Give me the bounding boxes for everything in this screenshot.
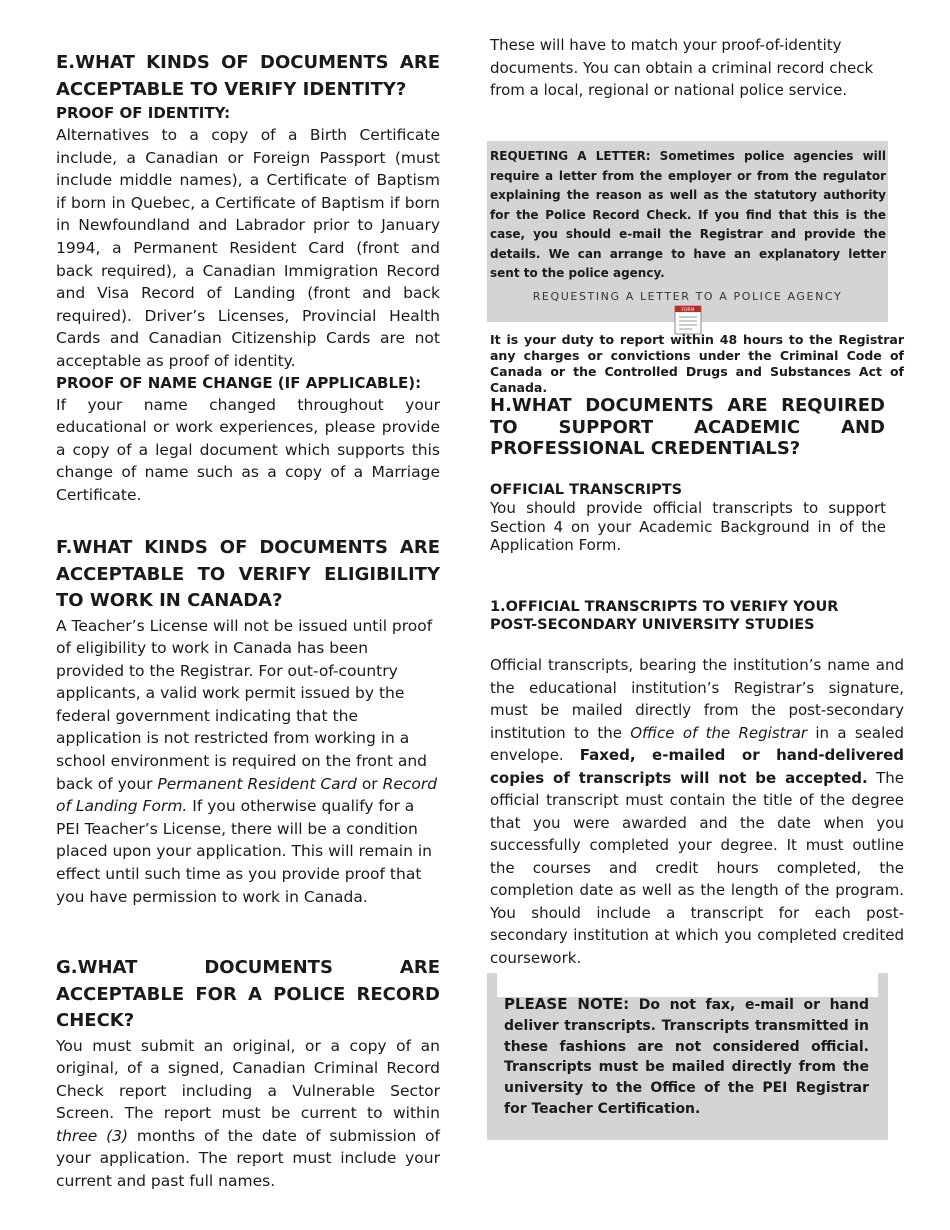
please-note-box bbox=[487, 973, 888, 1140]
section-g bbox=[56, 955, 440, 1193]
section-e bbox=[56, 50, 440, 507]
proof-identity-label: PROOF OF IDENTITY: bbox=[56, 104, 231, 122]
request-letter-text: REQUETING A LETTER: Sometimes police agencies will require a letter from the employer or from the regulator explaining the reason as well as the statutory authority for the Police Record Check. If you find that this is the case, you should e-mail the Registrar and provide the details. We can arrange to have an explanatory letter sent to the police agency. bbox=[490, 149, 886, 280]
proof-identity-text: Alternatives to a copy of a Birth Certificate include, a Canadian or Foreign Passport (must include middle names), a Certificate of Baptism if born in Quebec, a Certificate of Baptism if born in Newfoundland and Labrador prior to January 1994, a Permanent Resident Card (front and back required), a Canadian Immigration Record and Visa Record of Landing (front and back required). Driver’s Licenses, Provincial Health Cards and Canadian Citizenship Cards are not acceptable as proof of identity. bbox=[56, 126, 440, 370]
request-letter-box bbox=[487, 141, 888, 322]
section-g-text: You must submit an original, or a copy of an original, of a signed, Canadian Criminal Record Check report including a Vulnerable Sector Screen. The report must be current to within three (3) months of the date of submission of your application. The report must include your current and past full names. bbox=[56, 1036, 440, 1191]
name-change-label: PROOF OF NAME CHANGE (IF APPLICABLE): bbox=[56, 373, 422, 392]
sub1-text: Official transcripts, bearing the institution’s name and the educational institution’s Registrar’s signature, must be mailed directly from the post-secondary institution to the Office of the Registrar in a sealed envelope. Faxed, e-mailed or hand-delivered copies of transcripts will not be accepted. The official transcript must contain the title of the degree that you were awarded and the date when you successfully completed your degree. It must outline the courses and credit hours completed, the completion date as well as the length of the program. You should include a transcript for each post-secondary institution at which you completed credited coursework. bbox=[490, 656, 905, 967]
name-change-text: If your name changed throughout your educational or work experiences, please provide a copy of a legal document which supports this change of name such as a copy of a Marriage Certificate. bbox=[56, 395, 440, 504]
section-f-heading: F.WHAT KINDS OF DOCUMENTS ARE ACCEPTABLE TO VERIFY ELIGIBILITY TO WORK IN CANADA? bbox=[56, 537, 440, 611]
police-check-continuation: These will have to match your proof-of-identity documents. You can obtain a criminal record check from a local, regional or national police service. bbox=[490, 36, 874, 99]
section-g-heading: G.WHAT DOCUMENTS ARE ACCEPTABLE FOR A POLICE RECORD CHECK? bbox=[56, 957, 440, 1031]
duty-to-report: It is your duty to report within 48 hours to the Registrar any charges or convictions under the Criminal Code of Canada or the Controlled Drugs and Substances Act of Canada. bbox=[490, 332, 904, 395]
section-h-heading: H.WHAT DOCUMENTS ARE REQUIRED TO SUPPORT ACADEMIC AND PROFESSIONAL CREDENTIALS? bbox=[490, 395, 885, 459]
official-transcripts-block bbox=[490, 481, 886, 555]
official-transcripts-text: You should provide official transcripts to support Section 4 on your Academic Background in of the Application Form. bbox=[490, 499, 886, 554]
please-note-text: PLEASE NOTE: Do not fax, e-mail or hand deliver transcripts. Transcripts transmitted in these fashions are not considered official. Transcripts must be mailed directly from the university to the Office of the PEI Registrar for Teacher Certification. bbox=[504, 995, 869, 1117]
official-transcripts-label: OFFICIAL TRANSCRIPTS bbox=[490, 482, 683, 498]
sub1-heading: 1.OFFICIAL TRANSCRIPTS TO VERIFY YOUR POST-SECONDARY UNIVERSITY STUDIES bbox=[490, 599, 839, 633]
form-document-icon[interactable] bbox=[674, 305, 702, 335]
section-f bbox=[56, 535, 440, 908]
section-e-heading: E.WHAT KINDS OF DOCUMENTS ARE ACCEPTABLE TO VERIFY IDENTITY? bbox=[56, 52, 440, 100]
svg-text:FORM: FORM bbox=[680, 307, 695, 313]
section-f-text: A Teacher’s License will not be issued until proof of eligibility to work in Canada has been provided to the Registrar. For out-of-country applicants, a valid work permit issued by the federal government indicating that the application is not restricted from working in a school environment is required on the front and back of your Permanent Resident Card or Record of Landing Form. If you otherwise qualify for a PEI Teacher’s License, there will be a condition placed upon your application. This will remain in effect until such time as you provide proof that you have permission to work in Canada. bbox=[56, 616, 438, 906]
request-letter-link[interactable]: REQUESTING A LETTER TO A POLICE AGENCY bbox=[532, 289, 843, 303]
